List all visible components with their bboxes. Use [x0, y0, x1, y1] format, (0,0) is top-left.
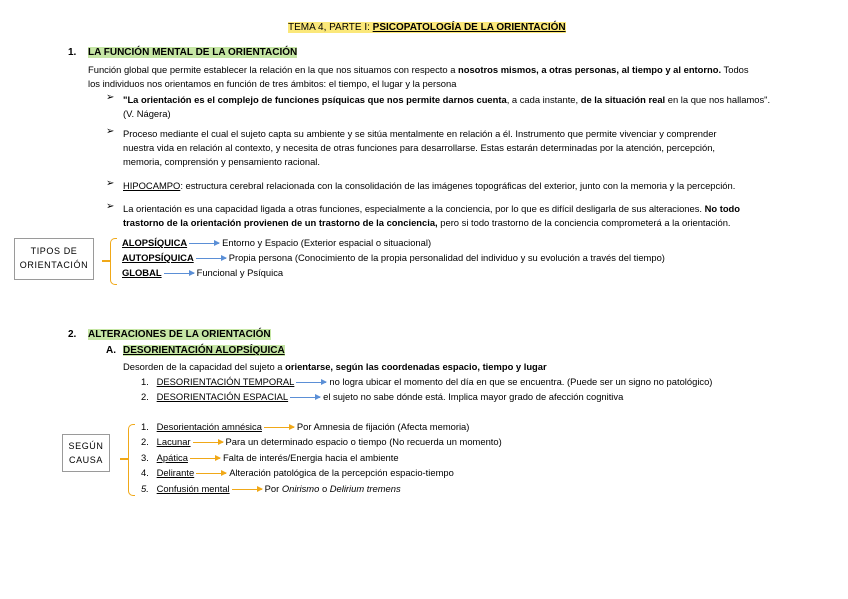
title-prefix: TEMA 4, PARTE I:: [288, 22, 373, 33]
bullet4-line1: La orientación es una capacidad ligada a otras funciones, especialmente a la conciencia, por lo que es difícil desligarla de sus alteraciones. No todo: [123, 203, 741, 214]
sub-a-letter: A.: [106, 345, 116, 356]
arrow-bullet-icon: ➢: [106, 201, 115, 212]
sub-a-definition: Desorden de la capacidad del sujeto a orientarse, según las coordenadas espacio, tiempo y lugar: [123, 361, 547, 372]
causa-item-2: 2. Lacunar Para un determinado espacio o tiempo (No recuerda un momento): [141, 436, 502, 447]
arrow-bullet-icon: ➢: [106, 178, 115, 189]
orange-brace-tip: [102, 260, 110, 262]
sub-a-item-1: 1. DESORIENTACIÓN TEMPORAL no logra ubicar el momento del día en que se encuentra. (Puede ser un signo no patológico): [141, 376, 713, 387]
causa-item-1: 1. Desorientación amnésica Por Amnesia de fijación (Afecta memoria): [141, 421, 470, 432]
causa-item-5: 5. Confusión mental Por Onirismo o Delirium tremens: [141, 483, 401, 494]
arrow-right-icon: [264, 427, 294, 428]
bullet4-line2: trastorno de la orientación provienen de un trastorno de la conciencia, pero si todo trastorno de la conciencia comprometerá a la orientación.: [123, 217, 731, 228]
arrow-right-icon: [189, 243, 219, 244]
sub-a-item-2: 2. DESORIENTACIÓN ESPACIAL el sujeto no sabe dónde está. Implica mayor grado de afección cognitiva: [141, 391, 624, 402]
arrow-right-icon: [232, 489, 262, 490]
section1-intro-line1: Función global que permite establecer la relación en la que nos situamos con respecto a nosotros mismos, a otras personas, al tiempo y al entorno. Todos: [88, 64, 749, 75]
arrow-right-icon: [296, 382, 326, 383]
bullet2-line3: memoria, comprensión y pensamiento racional.: [123, 156, 320, 167]
tipo-global: GLOBAL Funcional y Psíquica: [122, 267, 284, 278]
section1-number: 1.: [68, 47, 77, 58]
bullet1-line1: "La orientación es el complejo de funciones psíquicas que nos permite darnos cuenta, a cada instante, de la situación real en la que nos hallamos".: [123, 94, 771, 105]
section1-intro-line2: los individuos nos orientamos en función de tres ámbitos: el tiempo, el lugar y la persona: [88, 78, 457, 89]
page-title: [288, 21, 566, 34]
bullet1-line2: (V. Nágera): [123, 108, 171, 119]
tipos-orientacion-box: TIPOS DE ORIENTACIÓN: [14, 238, 94, 280]
title-main: PSICOPATOLOGÍA DE LA ORIENTACIÓN: [372, 22, 566, 33]
tipo-alopsiquica: ALOPSÍQUICA Entorno y Espacio (Exterior espacial o situacional): [122, 237, 432, 248]
arrow-right-icon: [190, 458, 220, 459]
causa-item-4: 4. Delirante Alteración patológica de la percepción espacio-tiempo: [141, 467, 454, 478]
segun-causa-box: SEGÚN CAUSA: [62, 434, 110, 472]
orange-brace-tip: [120, 458, 128, 460]
arrow-right-icon: [290, 397, 320, 398]
arrow-right-icon: [164, 273, 194, 274]
tipo-autopsiquica: AUTOPSÍQUICA Propia persona (Conocimiento de la propia personalidad del individuo y su evolución a través del tiempo): [122, 252, 665, 263]
bullet3-line: HIPOCAMPO: estructura cerebral relacionada con la consolidación de las imágenes topográficas del exterior, junto con la memoria y la percepción.: [123, 180, 736, 191]
arrow-right-icon: [196, 258, 226, 259]
arrow-bullet-icon: ➢: [106, 92, 115, 103]
section1-heading: LA FUNCIÓN MENTAL DE LA ORIENTACIÓN: [88, 47, 298, 58]
causa-item-3: 3. Apática Falta de interés/Energia hacia el ambiente: [141, 452, 399, 463]
arrow-right-icon: [193, 442, 223, 443]
section2-heading: ALTERACIONES DE LA ORIENTACIÓN: [88, 329, 271, 340]
sub-a-heading: DESORIENTACIÓN ALOPSÍQUICA: [123, 345, 285, 356]
orange-brace: [128, 424, 135, 496]
bullet2-line2: nuestra vida en relación al contexto, y necesita de otras funciones para desarrollarse. Estas estarán determinadas por la atención, percepción,: [123, 142, 716, 153]
bullet2-line1: Proceso mediante el cual el sujeto capta su ambiente y se sitúa mentalmente en relación a él. Instrumento que permite vivenciar y comprender: [123, 128, 717, 139]
arrow-right-icon: [196, 473, 226, 474]
section2-number: 2.: [68, 329, 77, 340]
orange-brace: [110, 238, 117, 285]
arrow-bullet-icon: ➢: [106, 126, 115, 137]
